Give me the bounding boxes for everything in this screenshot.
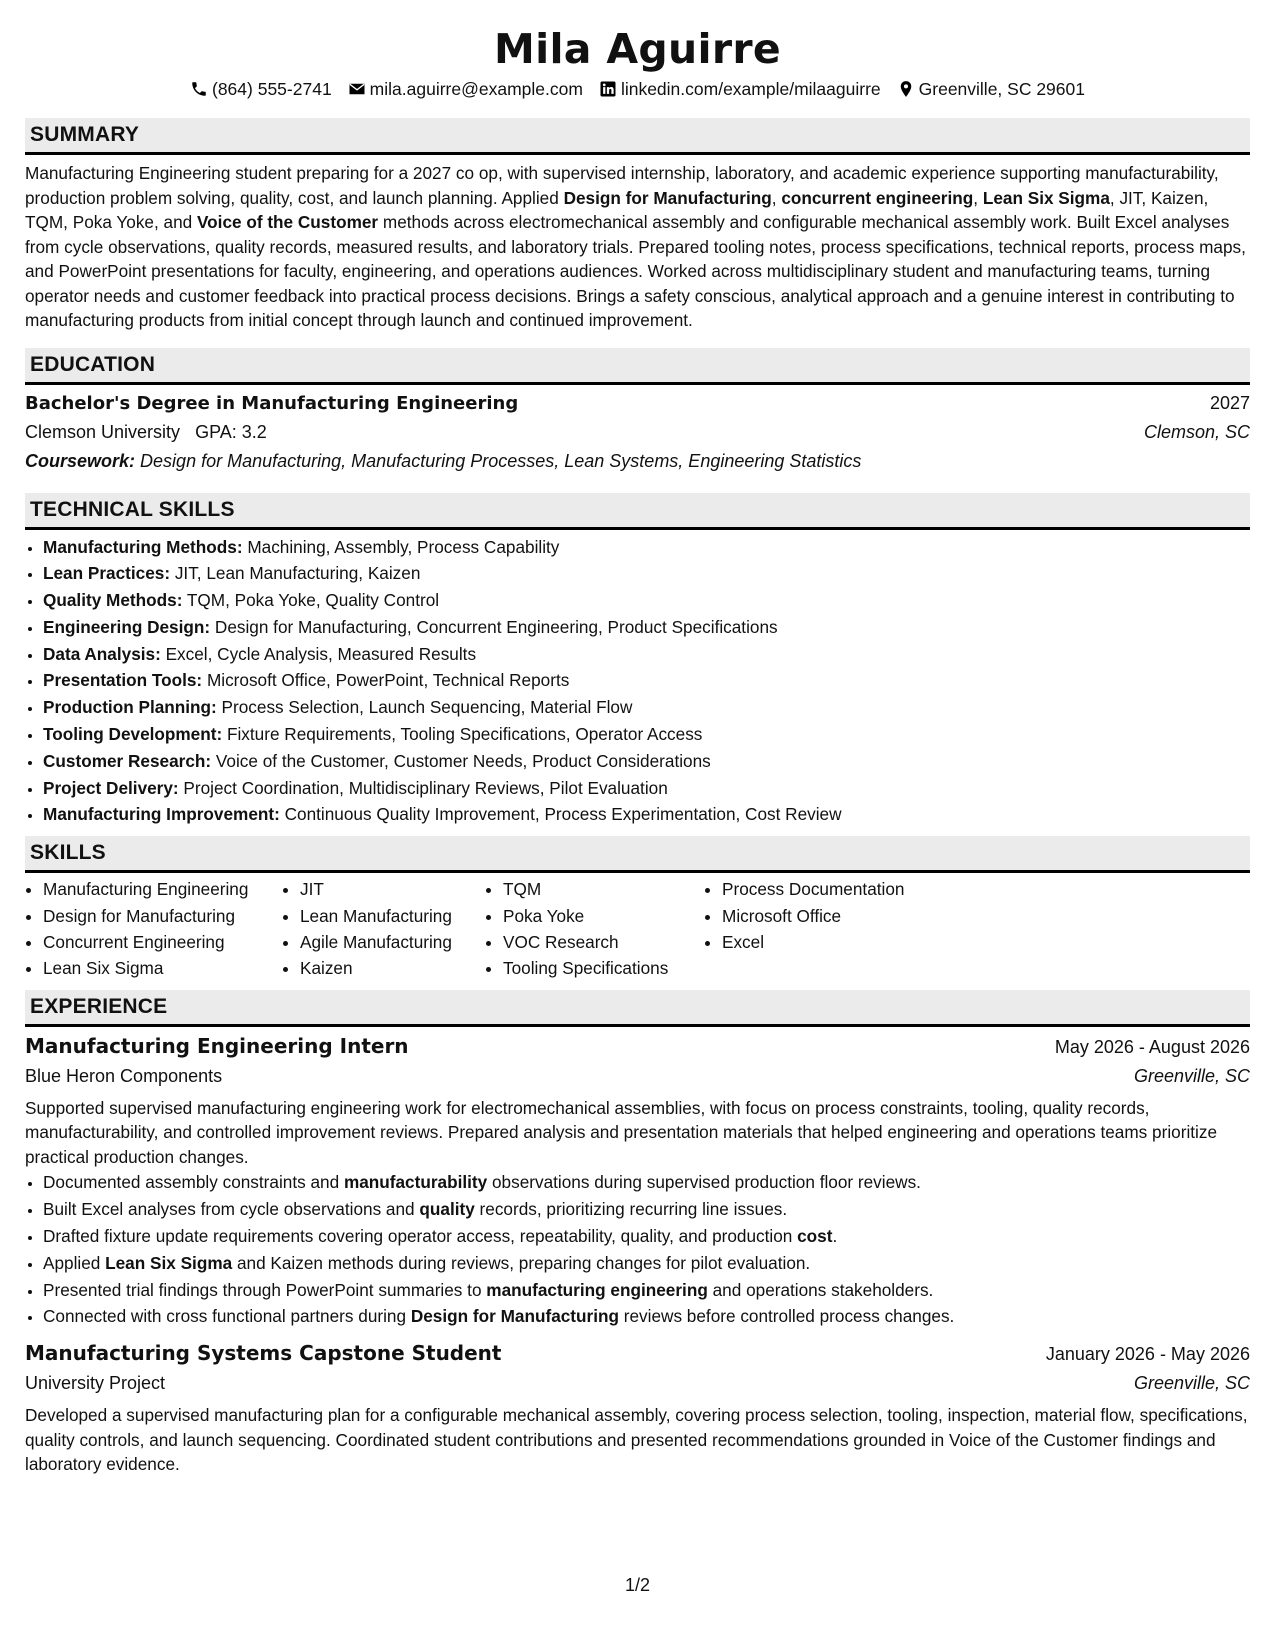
job-location: Greenville, SC	[1133, 1373, 1250, 1394]
education-heading: EDUCATION	[25, 348, 1250, 385]
job-dates: May 2026 - August 2026	[1054, 1036, 1250, 1057]
skill-item: • Process Documentation	[722, 876, 1004, 902]
bold-keyword: quality	[419, 1199, 475, 1220]
text-segment: records, prioritizing recurring line issues.	[474, 1199, 788, 1220]
job-bullet	[43, 1250, 1250, 1277]
skill-values: Voice of the Customer, Customer Needs, Product Considerations	[211, 750, 711, 771]
text-segment: methods across electromechanical assembly and configurable mechanical assembly work. Built Excel analyses from cycle observations, quality records, measured results, and laboratory trials. Prepared tooling notes, process specifications, technical reports, process maps, and PowerPoint presentations for faculty, engineering, and operations audiences. Worked across multidisciplinary student and manufacturing teams, turning operator needs and customer feedback into practical process decisions. Brings a safety conscious, analytical approach and a genuine interest in contributing to manufacturing products from initial concept through launch and continued improvement.	[25, 212, 1246, 330]
company-name: Blue Heron Components	[25, 1065, 223, 1086]
job-bullet	[43, 1303, 1250, 1330]
contact-location	[897, 76, 1085, 102]
skill-values: Design for Manufacturing, Concurrent Engineering, Product Specifications	[210, 616, 778, 637]
graduation-year: 2027	[1209, 392, 1250, 413]
coursework-line	[25, 447, 1250, 476]
bold-keyword: manufacturing engineering	[486, 1279, 708, 1300]
job-entry	[25, 1338, 1250, 1477]
text-segment: observations during supervised production floor reviews.	[487, 1172, 921, 1193]
skill-category: Manufacturing Methods:	[43, 536, 243, 557]
skill-item: • VOC Research	[503, 929, 704, 955]
technical-skill-item	[43, 641, 1250, 668]
text-segment: and Kaizen methods during reviews, preparing changes for pilot evaluation.	[232, 1252, 811, 1273]
coursework-label: Coursework:	[25, 450, 136, 471]
skills-column	[704, 876, 1004, 982]
bold-keyword: cost	[797, 1225, 833, 1246]
text-segment: and operations stakeholders.	[707, 1279, 934, 1300]
technical-skills-list	[25, 534, 1250, 829]
skill-category: Production Planning:	[43, 697, 217, 718]
job-entry	[25, 1031, 1250, 1330]
skill-item: • Lean Six Sigma	[43, 955, 282, 981]
technical-skill-item	[43, 560, 1250, 587]
technical-skill-item	[43, 587, 1250, 614]
job-title: Manufacturing Engineering Intern	[25, 1033, 409, 1058]
skill-item: • TQM	[503, 876, 704, 902]
skill-values: Excel, Cycle Analysis, Measured Results	[160, 643, 477, 664]
envelope-icon	[348, 80, 366, 98]
phone-text: (864) 555-2741	[212, 79, 332, 99]
skill-item: • Design for Manufacturing	[43, 903, 282, 929]
skill-values: Fixture Requirements, Tooling Specifications, Operator Access	[222, 724, 703, 745]
skill-category: Project Delivery:	[43, 777, 179, 798]
text-segment: ,	[973, 187, 983, 208]
candidate-name: Mila Aguirre	[493, 25, 782, 73]
skills-column	[282, 876, 485, 982]
phone-icon	[190, 80, 208, 98]
bold-keyword: manufacturability	[343, 1172, 488, 1193]
skill-values: TQM, Poka Yoke, Quality Control	[182, 590, 440, 611]
text-segment: Drafted fixture update requirements covering operator access, repeatability, quality, and production	[43, 1225, 798, 1246]
text-segment: Applied	[43, 1252, 106, 1273]
skill-category: Presentation Tools:	[43, 670, 203, 691]
school-location: Clemson, SC	[1143, 421, 1250, 442]
skill-category: Data Analysis:	[43, 643, 161, 664]
technical-skill-item	[43, 721, 1250, 748]
school-name: Clemson University	[25, 421, 181, 442]
job-bullets	[25, 1169, 1250, 1330]
resume-page	[25, 0, 1250, 1477]
experience-heading: EXPERIENCE	[25, 990, 1250, 1027]
skill-category: Quality Methods:	[43, 590, 183, 611]
skill-item: • JIT	[300, 876, 485, 902]
contact-email[interactable]	[348, 76, 583, 102]
skill-category: Engineering Design:	[43, 616, 211, 637]
text-segment: Connected with cross functional partners during	[43, 1306, 411, 1327]
skill-item: • Agile Manufacturing	[300, 929, 485, 955]
bold-keyword: Lean Six Sigma	[982, 187, 1110, 208]
skills-column	[485, 876, 704, 982]
contact-phone[interactable]	[190, 76, 332, 102]
skill-values: Continuous Quality Improvement, Process Experimentation, Cost Review	[279, 804, 842, 825]
job-location: Greenville, SC	[1133, 1065, 1250, 1086]
skill-item: • Kaizen	[300, 955, 485, 981]
linkedin-icon	[599, 80, 617, 98]
job-bullet	[43, 1277, 1250, 1304]
email-text: mila.aguirre@example.com	[369, 79, 583, 99]
job-description: Developed a supervised manufacturing plan for a configurable mechanical assembly, covering process selection, tooling, inspection, material flow, specifications, quality controls, and launch sequencing. Coordinated student contributions and presented recommendations grounded in Voice of the Customer findings and laboratory evidence.	[25, 1405, 1248, 1475]
skill-item: • Concurrent Engineering	[43, 929, 282, 955]
text-segment: ,	[771, 187, 782, 208]
location-text: Greenville, SC 29601	[918, 79, 1085, 99]
text-segment: Presented trial findings through PowerPoint summaries to	[43, 1279, 487, 1300]
skill-category: Manufacturing Improvement:	[43, 804, 280, 825]
job-description: Supported supervised manufacturing engineering work for electromechanical assemblies, with focus on process constraints, tooling, quality records, manufacturability, and controlled improvement reviews. Prepared analysis and presentation materials that helped engineering and operations teams prioritize practical production changes.	[25, 1097, 1218, 1167]
job-bullet	[43, 1169, 1250, 1196]
education-entry	[25, 389, 1250, 476]
bold-keyword: Voice of the Customer	[196, 212, 379, 232]
skill-item: • Lean Manufacturing	[300, 903, 485, 929]
technical-skill-item	[43, 748, 1250, 775]
technical-skill-item	[43, 775, 1250, 802]
skill-item: • Tooling Specifications	[503, 955, 704, 981]
skills-grid	[25, 876, 1250, 982]
coursework-list: Design for Manufacturing, Manufacturing Processes, Lean Systems, Engineering Statistics	[140, 450, 862, 471]
text-segment: , JIT, Kaizen, TQM, Poka Yoke, and	[25, 187, 1209, 232]
skills-heading: SKILLS	[25, 836, 1250, 873]
skill-values: Machining, Assembly, Process Capability	[242, 536, 560, 557]
skill-category: Customer Research:	[43, 750, 212, 771]
text-segment: Documented assembly constraints and	[43, 1172, 344, 1193]
bold-keyword: concurrent engineering	[781, 187, 974, 208]
technical-skill-item	[43, 667, 1250, 694]
summary-heading: SUMMARY	[25, 118, 1250, 155]
text-segment: .	[832, 1225, 838, 1246]
linkedin-text: linkedin.com/example/milaaguirre	[620, 79, 881, 99]
bold-keyword: Design for Manufacturing	[410, 1306, 619, 1327]
summary-text	[25, 161, 1250, 333]
degree-title: Bachelor's Degree in Manufacturing Engineering	[25, 392, 519, 414]
school-line	[25, 418, 267, 447]
skill-values: Project Coordination, Multidisciplinary Reviews, Pilot Evaluation	[178, 777, 668, 798]
text-segment: reviews before controlled process changes.	[619, 1306, 955, 1327]
skill-item: • Manufacturing Engineering	[43, 876, 282, 902]
bold-keyword: Design for Manufacturing	[563, 187, 772, 208]
skill-category: Tooling Development:	[43, 724, 223, 745]
skill-item: • Microsoft Office	[722, 903, 1004, 929]
skill-values: Microsoft Office, PowerPoint, Technical Reports	[202, 670, 570, 691]
job-bullet	[43, 1196, 1250, 1223]
job-title: Manufacturing Systems Capstone Student	[25, 1341, 502, 1366]
skill-category: Lean Practices:	[43, 563, 171, 584]
page-number: 1/2	[624, 1575, 651, 1595]
text-segment: Manufacturing Engineering student preparing for a 2027 co op, with supervised internship, laboratory, and academic experience supporting manufacturability, production problem solving, quality, cost, and launch planning. Applied	[25, 163, 1219, 208]
technical-skill-item	[43, 614, 1250, 641]
contact-linkedin[interactable]	[599, 76, 881, 102]
job-bullet	[43, 1223, 1250, 1250]
skill-values: Process Selection, Launch Sequencing, Material Flow	[216, 697, 633, 718]
technical-skills-heading: TECHNICAL SKILLS	[25, 493, 1250, 530]
contact-bar	[25, 76, 1250, 102]
skill-item: • Poka Yoke	[503, 903, 704, 929]
technical-skill-item	[43, 801, 1250, 828]
bold-keyword: Lean Six Sigma	[105, 1252, 233, 1273]
map-pin-icon	[897, 80, 915, 98]
skill-values: JIT, Lean Manufacturing, Kaizen	[170, 563, 421, 584]
skill-item: • Excel	[722, 929, 1004, 955]
text-segment: Built Excel analyses from cycle observations and	[43, 1199, 420, 1220]
gpa: GPA: 3.2	[195, 421, 267, 442]
technical-skill-item	[43, 534, 1250, 561]
skills-column	[25, 876, 282, 982]
company-name: University Project	[25, 1373, 166, 1394]
job-dates: January 2026 - May 2026	[1045, 1344, 1250, 1365]
technical-skill-item	[43, 694, 1250, 721]
